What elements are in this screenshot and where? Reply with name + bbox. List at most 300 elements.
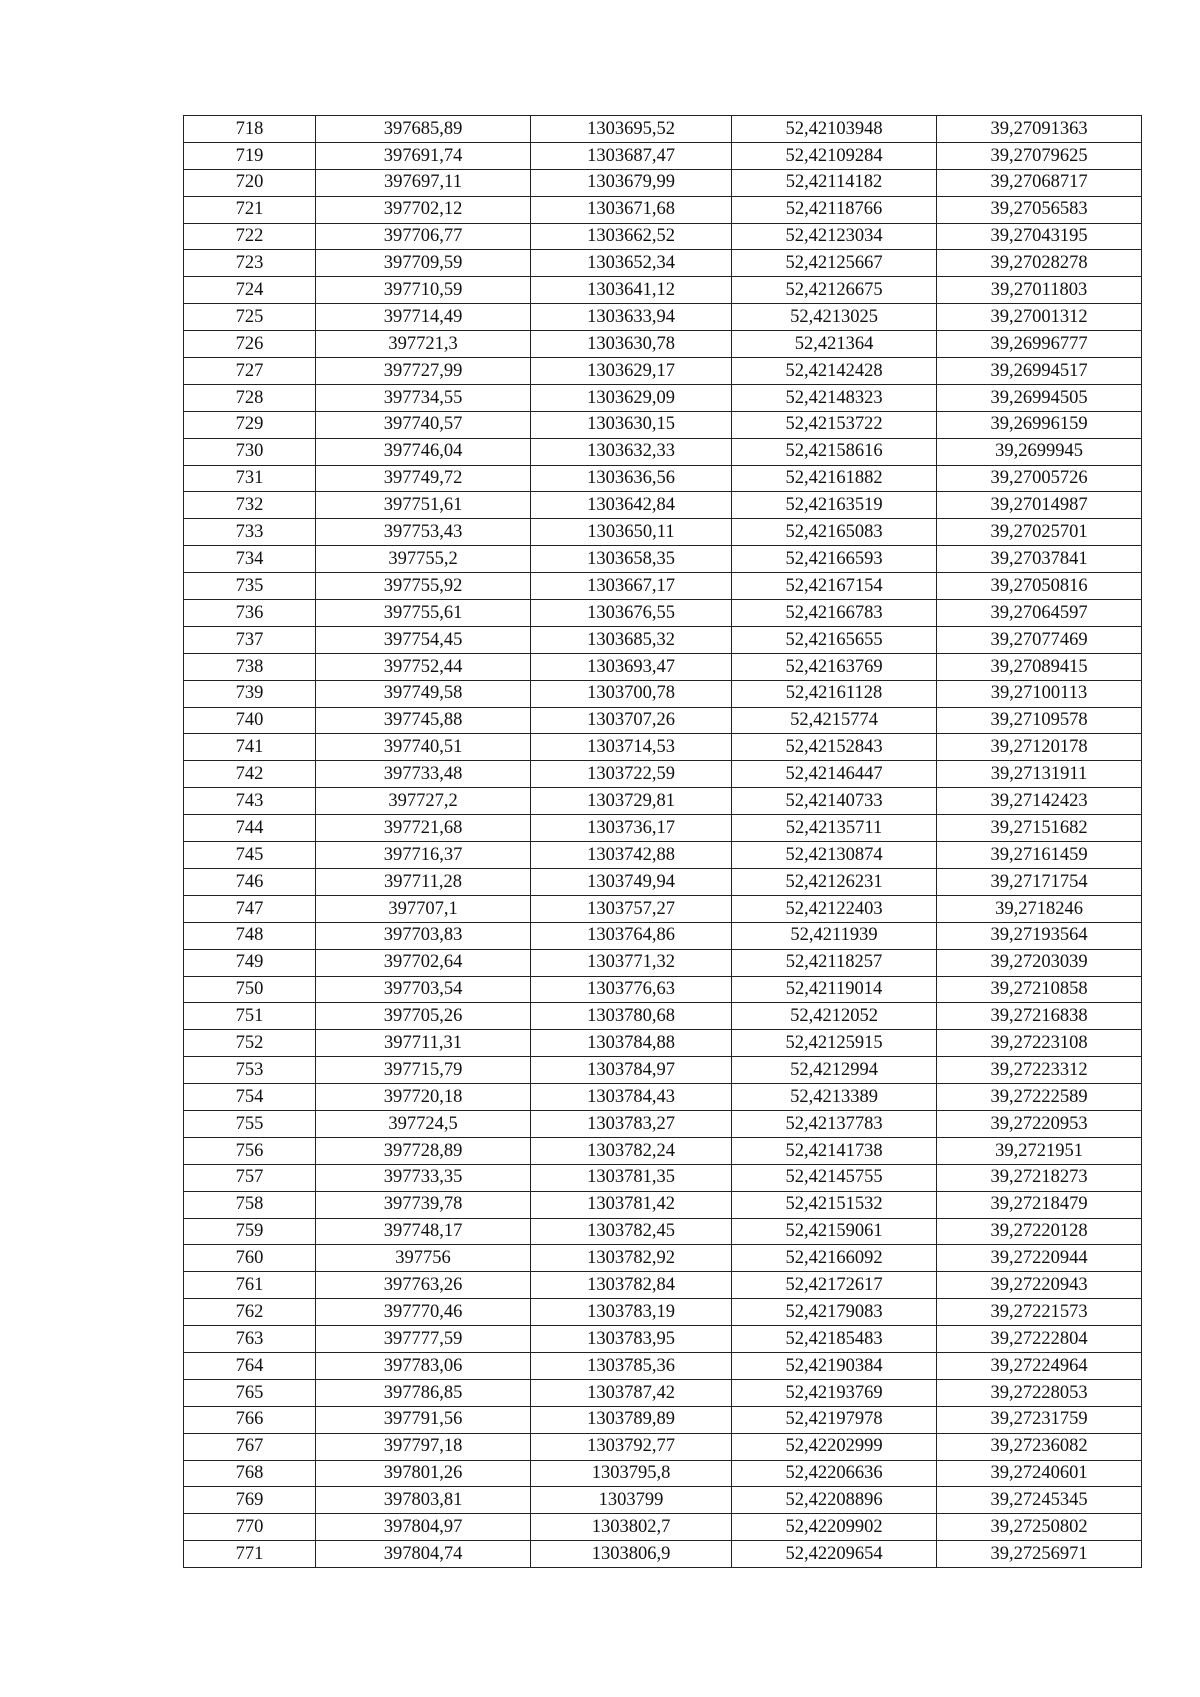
y-coordinate-cell: 1303685,32 <box>531 626 732 653</box>
point-number-cell: 730 <box>184 438 316 465</box>
latitude-cell: 52,42209902 <box>732 1514 937 1541</box>
table-row <box>184 573 1142 600</box>
x-coordinate-cell: 397702,64 <box>316 949 531 976</box>
point-number-cell: 724 <box>184 277 316 304</box>
table-row <box>184 949 1142 976</box>
x-coordinate-cell: 397777,59 <box>316 1326 531 1353</box>
table-row <box>184 358 1142 385</box>
y-coordinate-cell: 1303795,8 <box>531 1460 732 1487</box>
x-coordinate-cell: 397770,46 <box>316 1299 531 1326</box>
table-row <box>184 1084 1142 1111</box>
y-coordinate-cell: 1303671,68 <box>531 196 732 223</box>
point-number-cell: 729 <box>184 411 316 438</box>
table-row <box>184 761 1142 788</box>
y-coordinate-cell: 1303799 <box>531 1487 732 1514</box>
y-coordinate-cell: 1303783,95 <box>531 1326 732 1353</box>
table-row <box>184 1218 1142 1245</box>
longitude-cell: 39,27011803 <box>937 277 1142 304</box>
table-row <box>184 1030 1142 1057</box>
y-coordinate-cell: 1303642,84 <box>531 492 732 519</box>
longitude-cell: 39,27228053 <box>937 1379 1142 1406</box>
y-coordinate-cell: 1303776,63 <box>531 976 732 1003</box>
x-coordinate-cell: 397803,81 <box>316 1487 531 1514</box>
y-coordinate-cell: 1303749,94 <box>531 868 732 895</box>
x-coordinate-cell: 397745,88 <box>316 707 531 734</box>
x-coordinate-cell: 397751,61 <box>316 492 531 519</box>
longitude-cell: 39,27218273 <box>937 1164 1142 1191</box>
latitude-cell: 52,4213389 <box>732 1084 937 1111</box>
y-coordinate-cell: 1303658,35 <box>531 546 732 573</box>
longitude-cell: 39,27037841 <box>937 546 1142 573</box>
x-coordinate-cell: 397711,31 <box>316 1030 531 1057</box>
latitude-cell: 52,42190384 <box>732 1352 937 1379</box>
point-number-cell: 771 <box>184 1541 316 1568</box>
latitude-cell: 52,42161882 <box>732 465 937 492</box>
x-coordinate-cell: 397746,04 <box>316 438 531 465</box>
point-number-cell: 721 <box>184 196 316 223</box>
longitude-cell: 39,27224964 <box>937 1352 1142 1379</box>
table-row <box>184 1110 1142 1137</box>
longitude-cell: 39,27223108 <box>937 1030 1142 1057</box>
point-number-cell: 762 <box>184 1299 316 1326</box>
y-coordinate-cell: 1303633,94 <box>531 304 732 331</box>
x-coordinate-cell: 397753,43 <box>316 519 531 546</box>
point-number-cell: 761 <box>184 1272 316 1299</box>
table-row <box>184 626 1142 653</box>
table-row <box>184 1137 1142 1164</box>
point-number-cell: 757 <box>184 1164 316 1191</box>
x-coordinate-cell: 397709,59 <box>316 250 531 277</box>
point-number-cell: 745 <box>184 842 316 869</box>
table-row <box>184 519 1142 546</box>
longitude-cell: 39,27236082 <box>937 1433 1142 1460</box>
y-coordinate-cell: 1303781,35 <box>531 1164 732 1191</box>
x-coordinate-cell: 397728,89 <box>316 1137 531 1164</box>
latitude-cell: 52,42179083 <box>732 1299 937 1326</box>
longitude-cell: 39,27100113 <box>937 680 1142 707</box>
table-row <box>184 707 1142 734</box>
point-number-cell: 731 <box>184 465 316 492</box>
table-row <box>184 1326 1142 1353</box>
y-coordinate-cell: 1303693,47 <box>531 653 732 680</box>
y-coordinate-cell: 1303736,17 <box>531 815 732 842</box>
latitude-cell: 52,4211939 <box>732 922 937 949</box>
y-coordinate-cell: 1303792,77 <box>531 1433 732 1460</box>
latitude-cell: 52,42153722 <box>732 411 937 438</box>
latitude-cell: 52,42137783 <box>732 1110 937 1137</box>
x-coordinate-cell: 397707,1 <box>316 895 531 922</box>
table-row <box>184 868 1142 895</box>
longitude-cell: 39,27222589 <box>937 1084 1142 1111</box>
longitude-cell: 39,27001312 <box>937 304 1142 331</box>
y-coordinate-cell: 1303806,9 <box>531 1541 732 1568</box>
y-coordinate-cell: 1303722,59 <box>531 761 732 788</box>
y-coordinate-cell: 1303630,78 <box>531 331 732 358</box>
longitude-cell: 39,27005726 <box>937 465 1142 492</box>
longitude-cell: 39,27223312 <box>937 1057 1142 1084</box>
y-coordinate-cell: 1303695,52 <box>531 116 732 143</box>
longitude-cell: 39,27203039 <box>937 949 1142 976</box>
latitude-cell: 52,42159061 <box>732 1218 937 1245</box>
latitude-cell: 52,42126231 <box>732 868 937 895</box>
longitude-cell: 39,27193564 <box>937 922 1142 949</box>
x-coordinate-cell: 397705,26 <box>316 1003 531 1030</box>
latitude-cell: 52,42202999 <box>732 1433 937 1460</box>
point-number-cell: 742 <box>184 761 316 788</box>
table-row <box>184 277 1142 304</box>
longitude-cell: 39,27089415 <box>937 653 1142 680</box>
longitude-cell: 39,27079625 <box>937 142 1142 169</box>
table-row <box>184 1164 1142 1191</box>
y-coordinate-cell: 1303783,27 <box>531 1110 732 1137</box>
table-row <box>184 1379 1142 1406</box>
point-number-cell: 743 <box>184 788 316 815</box>
latitude-cell: 52,42197978 <box>732 1406 937 1433</box>
y-coordinate-cell: 1303629,09 <box>531 384 732 411</box>
point-number-cell: 719 <box>184 142 316 169</box>
coordinates-table <box>183 115 1142 1568</box>
point-number-cell: 728 <box>184 384 316 411</box>
x-coordinate-cell: 397797,18 <box>316 1433 531 1460</box>
x-coordinate-cell: 397734,55 <box>316 384 531 411</box>
point-number-cell: 748 <box>184 922 316 949</box>
latitude-cell: 52,42135711 <box>732 815 937 842</box>
x-coordinate-cell: 397801,26 <box>316 1460 531 1487</box>
table-row <box>184 304 1142 331</box>
table-row <box>184 1191 1142 1218</box>
longitude-cell: 39,27043195 <box>937 223 1142 250</box>
point-number-cell: 770 <box>184 1514 316 1541</box>
y-coordinate-cell: 1303783,19 <box>531 1299 732 1326</box>
longitude-cell: 39,2718246 <box>937 895 1142 922</box>
latitude-cell: 52,42126675 <box>732 277 937 304</box>
y-coordinate-cell: 1303781,42 <box>531 1191 732 1218</box>
table-row <box>184 788 1142 815</box>
x-coordinate-cell: 397702,12 <box>316 196 531 223</box>
x-coordinate-cell: 397727,2 <box>316 788 531 815</box>
y-coordinate-cell: 1303789,89 <box>531 1406 732 1433</box>
x-coordinate-cell: 397755,92 <box>316 573 531 600</box>
point-number-cell: 755 <box>184 1110 316 1137</box>
longitude-cell: 39,27068717 <box>937 169 1142 196</box>
longitude-cell: 39,26994505 <box>937 384 1142 411</box>
point-number-cell: 758 <box>184 1191 316 1218</box>
table-row <box>184 922 1142 949</box>
x-coordinate-cell: 397710,59 <box>316 277 531 304</box>
point-number-cell: 737 <box>184 626 316 653</box>
table-row <box>184 600 1142 627</box>
y-coordinate-cell: 1303700,78 <box>531 680 732 707</box>
table-row <box>184 653 1142 680</box>
longitude-cell: 39,27131911 <box>937 761 1142 788</box>
x-coordinate-cell: 397703,83 <box>316 922 531 949</box>
x-coordinate-cell: 397749,58 <box>316 680 531 707</box>
x-coordinate-cell: 397697,11 <box>316 169 531 196</box>
longitude-cell: 39,2721951 <box>937 1137 1142 1164</box>
point-number-cell: 733 <box>184 519 316 546</box>
latitude-cell: 52,42109284 <box>732 142 937 169</box>
latitude-cell: 52,4212994 <box>732 1057 937 1084</box>
point-number-cell: 767 <box>184 1433 316 1460</box>
y-coordinate-cell: 1303784,97 <box>531 1057 732 1084</box>
table-row <box>184 895 1142 922</box>
point-number-cell: 744 <box>184 815 316 842</box>
point-number-cell: 736 <box>184 600 316 627</box>
x-coordinate-cell: 397727,99 <box>316 358 531 385</box>
x-coordinate-cell: 397716,37 <box>316 842 531 869</box>
longitude-cell: 39,27142423 <box>937 788 1142 815</box>
y-coordinate-cell: 1303667,17 <box>531 573 732 600</box>
y-coordinate-cell: 1303630,15 <box>531 411 732 438</box>
table-row <box>184 169 1142 196</box>
y-coordinate-cell: 1303676,55 <box>531 600 732 627</box>
latitude-cell: 52,4213025 <box>732 304 937 331</box>
y-coordinate-cell: 1303714,53 <box>531 734 732 761</box>
point-number-cell: 720 <box>184 169 316 196</box>
table-row <box>184 223 1142 250</box>
longitude-cell: 39,27221573 <box>937 1299 1142 1326</box>
y-coordinate-cell: 1303782,84 <box>531 1272 732 1299</box>
longitude-cell: 39,27056583 <box>937 196 1142 223</box>
table-row <box>184 1460 1142 1487</box>
x-coordinate-cell: 397755,61 <box>316 600 531 627</box>
table-row <box>184 1057 1142 1084</box>
longitude-cell: 39,27222804 <box>937 1326 1142 1353</box>
longitude-cell: 39,27256971 <box>937 1541 1142 1568</box>
x-coordinate-cell: 397749,72 <box>316 465 531 492</box>
x-coordinate-cell: 397706,77 <box>316 223 531 250</box>
longitude-cell: 39,27025701 <box>937 519 1142 546</box>
longitude-cell: 39,27231759 <box>937 1406 1142 1433</box>
latitude-cell: 52,42125915 <box>732 1030 937 1057</box>
longitude-cell: 39,27151682 <box>937 815 1142 842</box>
longitude-cell: 39,27050816 <box>937 573 1142 600</box>
longitude-cell: 39,2699945 <box>937 438 1142 465</box>
x-coordinate-cell: 397752,44 <box>316 653 531 680</box>
latitude-cell: 52,42125667 <box>732 250 937 277</box>
x-coordinate-cell: 397721,68 <box>316 815 531 842</box>
table-row <box>184 842 1142 869</box>
latitude-cell: 52,42118766 <box>732 196 937 223</box>
latitude-cell: 52,42185483 <box>732 1326 937 1353</box>
latitude-cell: 52,42163769 <box>732 653 937 680</box>
point-number-cell: 749 <box>184 949 316 976</box>
point-number-cell: 763 <box>184 1326 316 1353</box>
longitude-cell: 39,27240601 <box>937 1460 1142 1487</box>
x-coordinate-cell: 397786,85 <box>316 1379 531 1406</box>
table-row <box>184 734 1142 761</box>
latitude-cell: 52,42161128 <box>732 680 937 707</box>
x-coordinate-cell: 397724,5 <box>316 1110 531 1137</box>
table-row <box>184 1352 1142 1379</box>
y-coordinate-cell: 1303742,88 <box>531 842 732 869</box>
coordinates-table-body <box>184 116 1142 1568</box>
table-row <box>184 1487 1142 1514</box>
latitude-cell: 52,42151532 <box>732 1191 937 1218</box>
longitude-cell: 39,27220944 <box>937 1245 1142 1272</box>
latitude-cell: 52,42166092 <box>732 1245 937 1272</box>
x-coordinate-cell: 397733,35 <box>316 1164 531 1191</box>
longitude-cell: 39,27220953 <box>937 1110 1142 1137</box>
x-coordinate-cell: 397739,78 <box>316 1191 531 1218</box>
x-coordinate-cell: 397714,49 <box>316 304 531 331</box>
table-row <box>184 250 1142 277</box>
x-coordinate-cell: 397715,79 <box>316 1057 531 1084</box>
y-coordinate-cell: 1303764,86 <box>531 922 732 949</box>
longitude-cell: 39,27028278 <box>937 250 1142 277</box>
latitude-cell: 52,42141738 <box>732 1137 937 1164</box>
table-row <box>184 1514 1142 1541</box>
y-coordinate-cell: 1303771,32 <box>531 949 732 976</box>
x-coordinate-cell: 397740,51 <box>316 734 531 761</box>
y-coordinate-cell: 1303784,88 <box>531 1030 732 1057</box>
x-coordinate-cell: 397791,56 <box>316 1406 531 1433</box>
y-coordinate-cell: 1303629,17 <box>531 358 732 385</box>
x-coordinate-cell: 397685,89 <box>316 116 531 143</box>
longitude-cell: 39,27014987 <box>937 492 1142 519</box>
x-coordinate-cell: 397711,28 <box>316 868 531 895</box>
latitude-cell: 52,42146447 <box>732 761 937 788</box>
y-coordinate-cell: 1303729,81 <box>531 788 732 815</box>
y-coordinate-cell: 1303641,12 <box>531 277 732 304</box>
point-number-cell: 752 <box>184 1030 316 1057</box>
longitude-cell: 39,27210858 <box>937 976 1142 1003</box>
point-number-cell: 732 <box>184 492 316 519</box>
longitude-cell: 39,27161459 <box>937 842 1142 869</box>
point-number-cell: 722 <box>184 223 316 250</box>
longitude-cell: 39,27064597 <box>937 600 1142 627</box>
point-number-cell: 765 <box>184 1379 316 1406</box>
latitude-cell: 52,42208896 <box>732 1487 937 1514</box>
latitude-cell: 52,42122403 <box>732 895 937 922</box>
point-number-cell: 727 <box>184 358 316 385</box>
latitude-cell: 52,4212052 <box>732 1003 937 1030</box>
point-number-cell: 751 <box>184 1003 316 1030</box>
y-coordinate-cell: 1303780,68 <box>531 1003 732 1030</box>
point-number-cell: 768 <box>184 1460 316 1487</box>
y-coordinate-cell: 1303785,36 <box>531 1352 732 1379</box>
point-number-cell: 741 <box>184 734 316 761</box>
table-row <box>184 411 1142 438</box>
longitude-cell: 39,27220128 <box>937 1218 1142 1245</box>
x-coordinate-cell: 397755,2 <box>316 546 531 573</box>
y-coordinate-cell: 1303632,33 <box>531 438 732 465</box>
table-row <box>184 680 1142 707</box>
point-number-cell: 754 <box>184 1084 316 1111</box>
table-row <box>184 1299 1142 1326</box>
latitude-cell: 52,42167154 <box>732 573 937 600</box>
longitude-cell: 39,27216838 <box>937 1003 1142 1030</box>
point-number-cell: 769 <box>184 1487 316 1514</box>
longitude-cell: 39,26994517 <box>937 358 1142 385</box>
x-coordinate-cell: 397804,97 <box>316 1514 531 1541</box>
latitude-cell: 52,42209654 <box>732 1541 937 1568</box>
table-row <box>184 815 1142 842</box>
y-coordinate-cell: 1303679,99 <box>531 169 732 196</box>
y-coordinate-cell: 1303757,27 <box>531 895 732 922</box>
table-row <box>184 1272 1142 1299</box>
x-coordinate-cell: 397783,06 <box>316 1352 531 1379</box>
point-number-cell: 746 <box>184 868 316 895</box>
latitude-cell: 52,421364 <box>732 331 937 358</box>
longitude-cell: 39,27120178 <box>937 734 1142 761</box>
x-coordinate-cell: 397804,74 <box>316 1541 531 1568</box>
x-coordinate-cell: 397754,45 <box>316 626 531 653</box>
longitude-cell: 39,27245345 <box>937 1487 1142 1514</box>
y-coordinate-cell: 1303802,7 <box>531 1514 732 1541</box>
longitude-cell: 39,27220943 <box>937 1272 1142 1299</box>
longitude-cell: 39,27250802 <box>937 1514 1142 1541</box>
point-number-cell: 718 <box>184 116 316 143</box>
longitude-cell: 39,26996159 <box>937 411 1142 438</box>
longitude-cell: 39,27109578 <box>937 707 1142 734</box>
table-row <box>184 1003 1142 1030</box>
y-coordinate-cell: 1303782,24 <box>531 1137 732 1164</box>
y-coordinate-cell: 1303787,42 <box>531 1379 732 1406</box>
table-row <box>184 1541 1142 1568</box>
point-number-cell: 738 <box>184 653 316 680</box>
point-number-cell: 756 <box>184 1137 316 1164</box>
point-number-cell: 760 <box>184 1245 316 1272</box>
y-coordinate-cell: 1303652,34 <box>531 250 732 277</box>
latitude-cell: 52,42140733 <box>732 788 937 815</box>
point-number-cell: 735 <box>184 573 316 600</box>
point-number-cell: 764 <box>184 1352 316 1379</box>
table-row <box>184 1406 1142 1433</box>
table-row <box>184 384 1142 411</box>
x-coordinate-cell: 397721,3 <box>316 331 531 358</box>
point-number-cell: 759 <box>184 1218 316 1245</box>
latitude-cell: 52,42163519 <box>732 492 937 519</box>
y-coordinate-cell: 1303662,52 <box>531 223 732 250</box>
y-coordinate-cell: 1303636,56 <box>531 465 732 492</box>
point-number-cell: 726 <box>184 331 316 358</box>
point-number-cell: 750 <box>184 976 316 1003</box>
latitude-cell: 52,42166593 <box>732 546 937 573</box>
table-row <box>184 196 1142 223</box>
x-coordinate-cell: 397740,57 <box>316 411 531 438</box>
latitude-cell: 52,42114182 <box>732 169 937 196</box>
latitude-cell: 52,42142428 <box>732 358 937 385</box>
point-number-cell: 739 <box>184 680 316 707</box>
point-number-cell: 725 <box>184 304 316 331</box>
latitude-cell: 52,4215774 <box>732 707 937 734</box>
table-row <box>184 331 1142 358</box>
x-coordinate-cell: 397703,54 <box>316 976 531 1003</box>
table-row <box>184 142 1142 169</box>
latitude-cell: 52,42103948 <box>732 116 937 143</box>
latitude-cell: 52,42166783 <box>732 600 937 627</box>
point-number-cell: 734 <box>184 546 316 573</box>
longitude-cell: 39,26996777 <box>937 331 1142 358</box>
point-number-cell: 766 <box>184 1406 316 1433</box>
table-row <box>184 976 1142 1003</box>
latitude-cell: 52,42118257 <box>732 949 937 976</box>
longitude-cell: 39,27077469 <box>937 626 1142 653</box>
longitude-cell: 39,27091363 <box>937 116 1142 143</box>
latitude-cell: 52,42206636 <box>732 1460 937 1487</box>
latitude-cell: 52,42152843 <box>732 734 937 761</box>
latitude-cell: 52,42193769 <box>732 1379 937 1406</box>
x-coordinate-cell: 397733,48 <box>316 761 531 788</box>
table-row <box>184 116 1142 143</box>
y-coordinate-cell: 1303782,92 <box>531 1245 732 1272</box>
latitude-cell: 52,42145755 <box>732 1164 937 1191</box>
table-row <box>184 492 1142 519</box>
table-row <box>184 1433 1142 1460</box>
table-row <box>184 465 1142 492</box>
latitude-cell: 52,42119014 <box>732 976 937 1003</box>
